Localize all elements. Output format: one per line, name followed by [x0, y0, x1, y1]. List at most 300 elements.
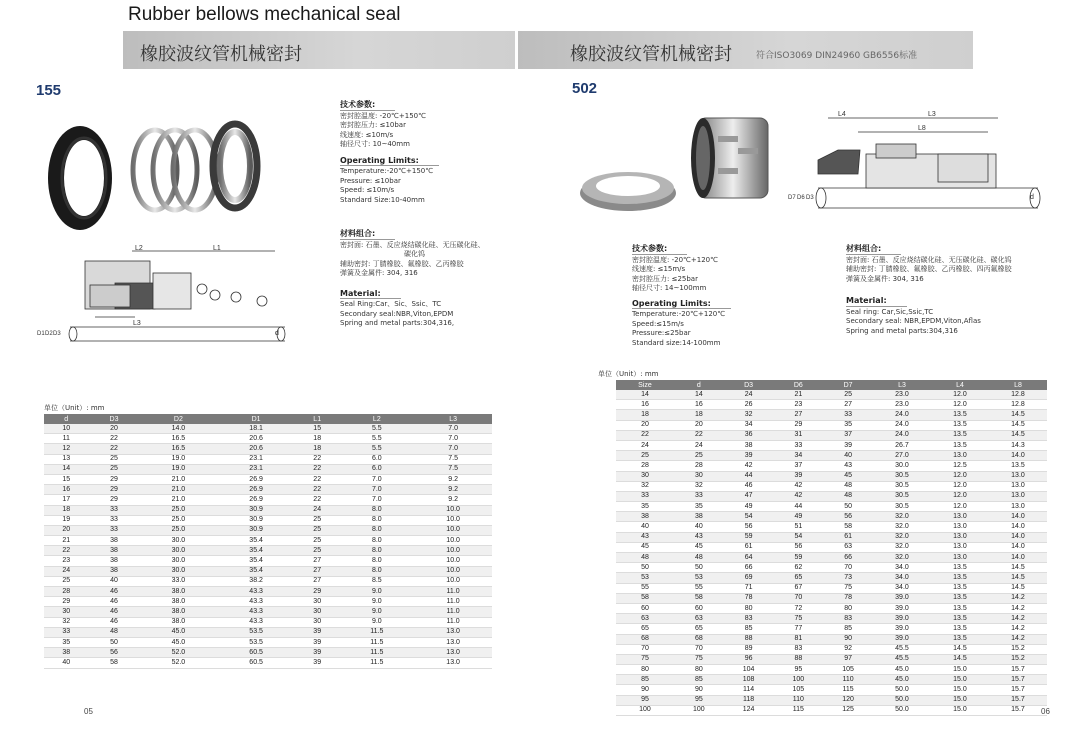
size-table-155: [44, 414, 492, 669]
spec-line: 线速度: ≤10m/s: [340, 130, 394, 139]
spec-line: 弹簧及金属件: 304, 316: [846, 274, 924, 283]
table-cell: 33: [674, 491, 724, 501]
column-header: D3: [88, 414, 139, 424]
table-cell: 30: [674, 471, 724, 481]
table-cell: 24.0: [873, 430, 931, 440]
table-cell: 24.0: [873, 420, 931, 430]
table-cell: 80: [823, 603, 873, 613]
table-cell: 12.0: [931, 491, 989, 501]
table-cell: 43.3: [217, 617, 295, 627]
table-cell: 30.0: [140, 566, 218, 576]
table-cell: 14.0: [989, 451, 1047, 461]
table-cell: 14.5: [931, 654, 989, 664]
table-cell: 19.0: [140, 454, 218, 464]
table-cell: 14: [616, 390, 674, 400]
table-cell: 15.0: [931, 705, 989, 715]
table-cell: 12.5: [931, 461, 989, 471]
column-header: D7: [823, 380, 873, 390]
table-cell: 25: [295, 536, 339, 546]
spec-line: Secondary seal: NBR,EPDM,Viton,Aflas: [846, 317, 981, 325]
spec-line: 辅助密封: 丁腈橡胶、氟橡胶、乙丙橡胶、四丙氟橡胶: [846, 265, 1012, 273]
table-cell: 15.7: [989, 665, 1047, 675]
table-cell: 35: [823, 420, 873, 430]
spec-block-right: [632, 244, 832, 348]
table-cell: 14: [44, 464, 88, 474]
table-cell: 5.5: [339, 434, 414, 444]
column-header: D6: [773, 380, 823, 390]
spec-line: 密封腔压力: ≤10bar: [340, 121, 406, 129]
table-cell: 118: [724, 695, 774, 705]
table-cell: 22: [295, 485, 339, 495]
table-cell: 75: [773, 614, 823, 624]
table-cell: 83: [724, 614, 774, 624]
table-cell: 48: [88, 627, 139, 637]
product-photo-155: [40, 118, 280, 238]
table-cell: 40: [616, 522, 674, 532]
table-cell: 7.5: [414, 464, 492, 474]
unit-label-right: 单位（Unit）: mm: [598, 370, 659, 378]
table-cell: 33: [823, 410, 873, 420]
table-cell: 13.5: [931, 603, 989, 613]
table-cell: 30.9: [217, 525, 295, 535]
table-cell: 43.3: [217, 607, 295, 617]
table-cell: 44: [724, 471, 774, 481]
table-cell: 37: [773, 461, 823, 471]
table-cell: 33: [44, 627, 88, 637]
table-cell: 95: [616, 695, 674, 705]
table-cell: 14.5: [989, 430, 1047, 440]
table-cell: 27: [295, 576, 339, 586]
table-cell: 80: [724, 603, 774, 613]
spec-line: Seal ring: Car,Sic,Ssic,TC: [846, 307, 934, 316]
table-cell: 45.5: [873, 644, 931, 654]
table-cell: 25.0: [140, 505, 218, 515]
table-cell: 23.1: [217, 454, 295, 464]
table-cell: 35: [616, 502, 674, 512]
table-row: [44, 597, 492, 607]
table-cell: 14.5: [989, 410, 1047, 420]
table-cell: 90: [616, 685, 674, 695]
table-cell: 52.0: [140, 648, 218, 658]
table-cell: 15.0: [931, 695, 989, 705]
table-row: [616, 522, 1047, 532]
table-cell: 30.0: [140, 556, 218, 566]
material-block-right: [846, 244, 1046, 336]
table-row: [44, 637, 492, 647]
table-cell: 24.0: [873, 410, 931, 420]
spec-line: Speed: ≤10m/s: [340, 186, 395, 194]
table-cell: 66: [724, 563, 774, 573]
table-row: [616, 471, 1047, 481]
table-cell: 32.0: [873, 522, 931, 532]
table-row: [44, 464, 492, 474]
table-cell: 13.0: [931, 553, 989, 563]
table-cell: 34: [773, 451, 823, 461]
table-cell: 29: [88, 485, 139, 495]
table-cell: 25: [616, 451, 674, 461]
table-row: [44, 587, 492, 597]
table-cell: 39.0: [873, 624, 931, 634]
table-cell: 11.0: [414, 597, 492, 607]
table-cell: 14.0: [989, 553, 1047, 563]
table-cell: 27: [773, 410, 823, 420]
spec-line: 轴径尺寸: 10~40mm: [340, 140, 410, 148]
table-cell: 12.0: [931, 471, 989, 481]
table-cell: 80: [616, 665, 674, 675]
table-cell: 25: [44, 576, 88, 586]
table-row: [44, 495, 492, 505]
table-cell: 38: [44, 648, 88, 658]
table-cell: 11.5: [339, 658, 414, 668]
column-header: D1: [217, 414, 295, 424]
table-cell: 22: [88, 434, 139, 444]
material-cn-title: 材料组合:: [340, 229, 395, 240]
table-cell: 27: [295, 556, 339, 566]
table-row: [616, 563, 1047, 573]
table-cell: 78: [823, 593, 873, 603]
table-cell: 48: [823, 481, 873, 491]
table-cell: 21.0: [140, 474, 218, 484]
table-cell: 37: [823, 430, 873, 440]
table-cell: 25.0: [140, 525, 218, 535]
table-cell: 10: [44, 424, 88, 434]
table-cell: 32: [44, 617, 88, 627]
table-cell: 56: [823, 512, 873, 522]
table-cell: 60: [616, 603, 674, 613]
table-cell: 30.9: [217, 515, 295, 525]
table-cell: 46: [88, 587, 139, 597]
table-cell: 58: [674, 593, 724, 603]
table-cell: 46: [88, 607, 139, 617]
table-row: [616, 512, 1047, 522]
table-cell: 51: [773, 522, 823, 532]
params-cn-title: 技术参数:: [340, 100, 395, 111]
table-cell: 45: [823, 471, 873, 481]
table-cell: 12.0: [931, 400, 989, 410]
table-cell: 11.5: [339, 637, 414, 647]
table-row: [616, 451, 1047, 461]
table-row: [616, 675, 1047, 685]
table-cell: 13.0: [989, 491, 1047, 501]
table-cell: 50.0: [873, 685, 931, 695]
table-cell: 45.0: [140, 637, 218, 647]
table-cell: 13.0: [931, 522, 989, 532]
table-cell: 15.7: [989, 685, 1047, 695]
table-cell: 34.0: [873, 573, 931, 583]
table-cell: 38: [88, 566, 139, 576]
table-cell: 50.0: [873, 695, 931, 705]
material-title: Material:: [340, 289, 401, 300]
table-cell: 68: [674, 634, 724, 644]
spec-line: 辅助密封: 丁腈橡胶、氟橡胶、乙丙橡胶: [340, 259, 464, 268]
table-cell: 53.5: [217, 637, 295, 647]
table-cell: 13.5: [931, 593, 989, 603]
table-cell: 60.5: [217, 658, 295, 668]
size-table-502: [616, 380, 1047, 716]
table-row: [44, 648, 492, 658]
table-cell: 14.5: [989, 420, 1047, 430]
table-cell: 10.0: [414, 576, 492, 586]
drawing-label: D3: [53, 331, 61, 337]
column-header: D3: [724, 380, 774, 390]
table-cell: 35.4: [217, 536, 295, 546]
table-cell: 25: [295, 525, 339, 535]
table-cell: 67: [773, 583, 823, 593]
table-cell: 10.0: [414, 536, 492, 546]
spec-line: Temperature:-20℃+120℃: [632, 310, 726, 318]
table-cell: 27: [295, 566, 339, 576]
table-cell: 14: [674, 390, 724, 400]
table-cell: 38: [88, 536, 139, 546]
table-row: [44, 525, 492, 535]
table-cell: 15.0: [931, 685, 989, 695]
table-cell: 20.6: [217, 444, 295, 454]
drawing-label: L3: [928, 111, 936, 118]
table-cell: 20: [44, 525, 88, 535]
table-cell: 89: [724, 644, 774, 654]
table-cell: 13.0: [414, 627, 492, 637]
table-cell: 48: [674, 553, 724, 563]
table-cell: 100: [674, 705, 724, 715]
table-cell: 49: [724, 502, 774, 512]
table-cell: 9.0: [339, 617, 414, 627]
spec-line: 密封面: 石墨、反应烧结碳化硅、无压碳化硅、碳化钨: [846, 255, 1012, 264]
table-row: [616, 420, 1047, 430]
table-cell: 124: [724, 705, 774, 715]
table-row: [44, 536, 492, 546]
header-cn-left: 橡胶波纹管机械密封: [140, 44, 302, 65]
table-cell: 14.5: [989, 563, 1047, 573]
table-cell: 32: [674, 481, 724, 491]
table-cell: 80: [674, 665, 724, 675]
table-cell: 32.0: [873, 532, 931, 542]
table-cell: 70: [823, 563, 873, 573]
table-cell: 13.5: [931, 563, 989, 573]
table-cell: 42: [773, 481, 823, 491]
table-cell: 10.0: [414, 515, 492, 525]
table-cell: 30: [616, 471, 674, 481]
table-cell: 26.9: [217, 485, 295, 495]
table-cell: 53.5: [217, 627, 295, 637]
table-cell: 125: [823, 705, 873, 715]
table-cell: 108: [724, 675, 774, 685]
table-cell: 46: [88, 617, 139, 627]
table-cell: 20: [616, 420, 674, 430]
table-cell: 69: [724, 573, 774, 583]
drawing-label: D7: [788, 195, 796, 201]
spec-line: 线速度: ≤15m/s: [632, 265, 686, 273]
spec-line: Temperature:-20℃+150℃: [340, 167, 434, 175]
table-cell: 43.3: [217, 597, 295, 607]
table-cell: 19: [44, 515, 88, 525]
table-row: [616, 614, 1047, 624]
table-cell: 33: [88, 525, 139, 535]
table-cell: 38: [724, 440, 774, 450]
column-header: L3: [414, 414, 492, 424]
table-cell: 11.5: [339, 648, 414, 658]
table-cell: 30: [295, 597, 339, 607]
table-cell: 64: [724, 553, 774, 563]
table-cell: 14.0: [989, 542, 1047, 552]
table-cell: 38.0: [140, 607, 218, 617]
table-cell: 11.0: [414, 617, 492, 627]
table-cell: 100: [773, 675, 823, 685]
table-cell: 24: [616, 440, 674, 450]
table-cell: 30.0: [140, 536, 218, 546]
table-cell: 115: [823, 685, 873, 695]
table-cell: 34.0: [873, 563, 931, 573]
column-header: d: [674, 380, 724, 390]
table-cell: 60.5: [217, 648, 295, 658]
table-cell: 27.0: [873, 451, 931, 461]
table-cell: 26: [724, 400, 774, 410]
table-cell: 34: [724, 420, 774, 430]
material-title: Material:: [846, 296, 907, 307]
table-cell: 13.0: [989, 481, 1047, 491]
table-cell: 50.0: [873, 705, 931, 715]
drawing-label: D6: [797, 195, 805, 201]
drawing-label: L2: [135, 245, 143, 252]
oplimits-title: Operating Limits:: [340, 156, 439, 167]
table-cell: 14.2: [989, 624, 1047, 634]
column-header: L4: [931, 380, 989, 390]
table-row: [44, 454, 492, 464]
table-cell: 50: [616, 563, 674, 573]
spec-line: Standard Size:10-40mm: [340, 195, 425, 204]
table-cell: 13.0: [989, 502, 1047, 512]
table-cell: 28: [44, 587, 88, 597]
spec-block-left: [340, 100, 510, 329]
table-cell: 19.0: [140, 464, 218, 474]
table-cell: 47: [724, 491, 774, 501]
table-cell: 13.5: [931, 624, 989, 634]
table-row: [44, 444, 492, 454]
table-cell: 13.5: [931, 634, 989, 644]
table-cell: 39: [724, 451, 774, 461]
table-row: [44, 627, 492, 637]
spec-line: 密封腔温度: -20℃+120℃: [632, 255, 718, 264]
table-cell: 30.9: [217, 505, 295, 515]
table-cell: 15: [295, 424, 339, 434]
table-row: [44, 434, 492, 444]
table-row: [44, 546, 492, 556]
table-cell: 61: [724, 542, 774, 552]
table-cell: 58: [88, 658, 139, 668]
table-cell: 30.5: [873, 502, 931, 512]
table-row: [616, 654, 1047, 664]
table-cell: 65: [674, 624, 724, 634]
table-cell: 95: [674, 695, 724, 705]
table-cell: 45.5: [873, 654, 931, 664]
table-cell: 105: [823, 665, 873, 675]
table-cell: 14.2: [989, 593, 1047, 603]
table-cell: 14.0: [989, 512, 1047, 522]
table-cell: 18: [295, 434, 339, 444]
table-cell: 16.5: [140, 444, 218, 454]
table-cell: 20: [88, 424, 139, 434]
spec-line: 密封腔压力: ≤25bar: [632, 274, 698, 283]
column-header: L8: [989, 380, 1047, 390]
table-cell: 85: [724, 624, 774, 634]
table-cell: 13.5: [931, 583, 989, 593]
table-row: [616, 624, 1047, 634]
table-cell: 35.4: [217, 556, 295, 566]
table-cell: 13.5: [931, 420, 989, 430]
spec-line: Spring and metal parts:304,316,: [340, 319, 455, 327]
table-cell: 39: [295, 648, 339, 658]
table-cell: 8.0: [339, 536, 414, 546]
table-cell: 42: [724, 461, 774, 471]
table-row: [616, 603, 1047, 613]
table-cell: 22: [295, 474, 339, 484]
table-cell: 50: [88, 637, 139, 647]
drawing-label: D1: [37, 331, 45, 337]
table-cell: 14.0: [989, 532, 1047, 542]
table-cell: 39.0: [873, 603, 931, 613]
table-cell: 29: [44, 597, 88, 607]
table-cell: 22: [88, 444, 139, 454]
table-cell: 13.5: [931, 573, 989, 583]
drawing-label: D2: [45, 331, 53, 337]
table-cell: 39.0: [873, 614, 931, 624]
table-cell: 13.5: [931, 430, 989, 440]
column-header: L2: [339, 414, 414, 424]
table-cell: 39: [773, 471, 823, 481]
cross-section-155: [35, 243, 290, 348]
table-cell: 85: [823, 624, 873, 634]
table-header-row: [616, 380, 1047, 390]
table-cell: 38: [616, 512, 674, 522]
table-cell: 30.5: [873, 491, 931, 501]
spec-line: Pressure: ≤10bar: [340, 176, 401, 185]
table-cell: 59: [724, 532, 774, 542]
table-cell: 29: [88, 495, 139, 505]
table-cell: 25: [295, 515, 339, 525]
table-cell: 46: [724, 481, 774, 491]
table-cell: 25: [295, 546, 339, 556]
cross-section-502: [788, 104, 1050, 224]
table-cell: 48: [616, 553, 674, 563]
table-cell: 33: [773, 440, 823, 450]
table-row: [44, 556, 492, 566]
table-cell: 14.0: [140, 424, 218, 434]
table-cell: 16: [674, 400, 724, 410]
table-cell: 28: [674, 461, 724, 471]
table-cell: 38: [674, 512, 724, 522]
table-cell: 18.1: [217, 424, 295, 434]
table-cell: 33: [88, 505, 139, 515]
table-cell: 14.5: [931, 644, 989, 654]
table-row: [616, 593, 1047, 603]
table-cell: 97: [823, 654, 873, 664]
model-number-right: 502: [572, 80, 598, 97]
table-cell: 8.0: [339, 525, 414, 535]
table-cell: 30: [295, 617, 339, 627]
table-cell: 9.0: [339, 607, 414, 617]
table-cell: 85: [674, 675, 724, 685]
table-cell: 18: [44, 505, 88, 515]
table-cell: 70: [674, 644, 724, 654]
table-cell: 14.2: [989, 603, 1047, 613]
table-cell: 12.8: [989, 400, 1047, 410]
table-cell: 21: [44, 536, 88, 546]
table-cell: 12: [44, 444, 88, 454]
table-cell: 22: [295, 495, 339, 505]
table-cell: 40: [674, 522, 724, 532]
table-cell: 12.0: [931, 502, 989, 512]
table-cell: 16: [44, 485, 88, 495]
table-cell: 9.0: [339, 597, 414, 607]
